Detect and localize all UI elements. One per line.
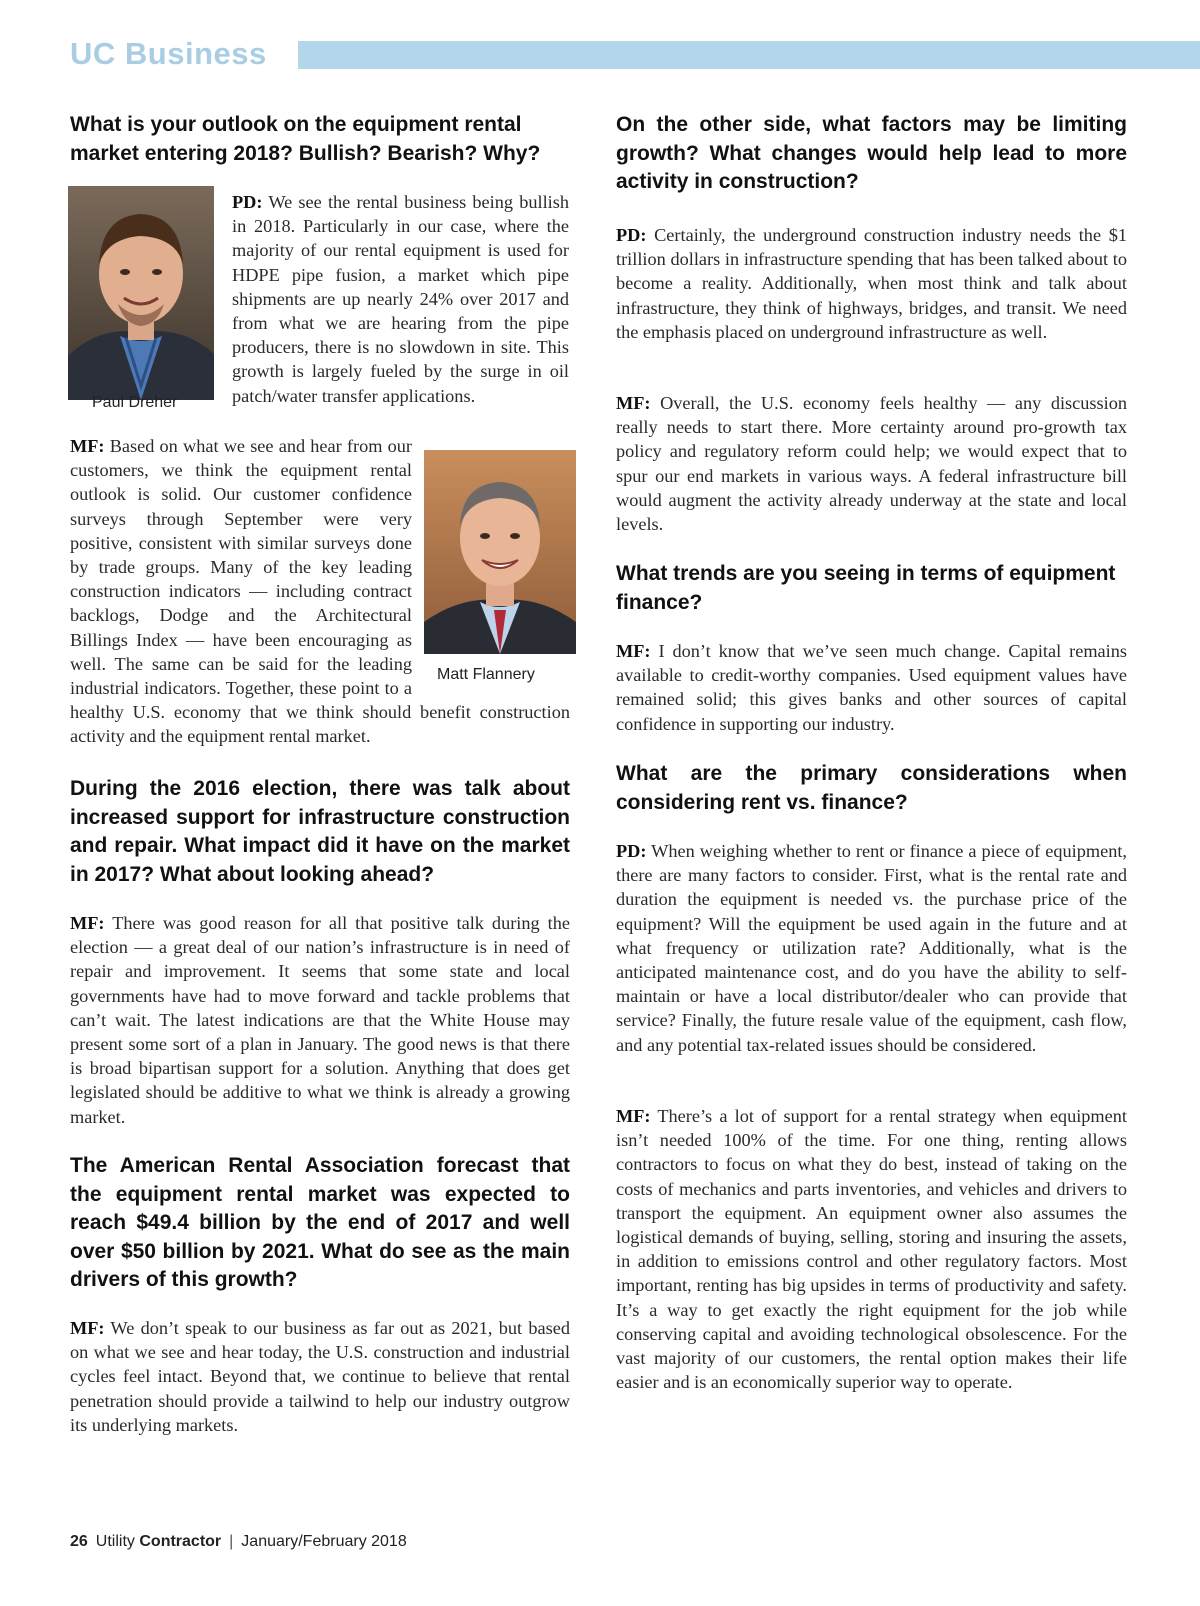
speaker-label: MF: (616, 393, 651, 413)
answer-text: I don’t know that we’ve seen much change. Capital remains available to credit-worthy companies. Used equipment values have remained solid; this gives banks and other sources of capital confidence in supporting our industry. (616, 641, 1127, 734)
speaker-label: PD: (232, 192, 263, 212)
page-footer (70, 1533, 407, 1551)
speaker-label: MF: (616, 641, 651, 661)
question-finance-trends: What trends are you seeing in terms of equipment finance? (616, 562, 1116, 614)
answer-election-mf (70, 911, 570, 1129)
answer-rent-vs-finance-mf (616, 1104, 1127, 1394)
question-ara-forecast: The American Rental Association forecast that the equipment rental market was expected to reach $49.4 billion by the end of 2017 and well over $50 billion by 2021. What do see as the main drivers of this growth? (70, 1154, 570, 1291)
question-outlook: What is your outlook on the equipment rental market entering 2018? Bullish? Bearish? Why? (70, 113, 541, 165)
answer-text: Certainly, the underground construction industry needs the $1 trillion dollars in infrastructure spending that has been talked about to become a reality. Additionally, when most think and talk about infrastructure, they think of highways, bridges, and transit. We need the emphasis placed on underground infrastructure as well. (616, 225, 1127, 342)
answer-text: When weighing whether to rent or finance a piece of equipment, there are many factors to consider. First, what is the rental rate and duration the equipment is needed vs. the purchase price of the equipment? Will the equipment be used again in the future and at what frequency or utilization rate? Additionally, what is the anticipated maintenance cost, and do you have the ability to self-maintain or have a local distributor/dealer who can provide that service? Finally, the future resale value of the equipment, cash flow, and any potential tax-related issues should be considered. (616, 841, 1127, 1055)
answer-limiting-pd (616, 223, 1127, 344)
answer-rent-vs-finance-pd (616, 839, 1127, 1057)
section-title: UC Business (70, 36, 267, 71)
answer-outlook-pd (232, 190, 569, 408)
answer-text: We don’t speak to our business as far out as 2021, but based on what we see and hear today, the U.S. construction and industrial cycles feel intact. Beyond that, we continue to believe that rental penetration should provide a tailwind to help our industry outgrow its underlying markets. (70, 1318, 570, 1435)
question-limiting-factors: On the other side, what factors may be limiting growth? What changes would help lead to more activity in construction? (616, 113, 1127, 193)
portrait-illustration (68, 186, 214, 400)
answer-text: We see the rental business being bullish in 2018. Particularly in our case, where the majority of our rental equipment is used for HDPE pipe fusion, a market which pipe shipments are up nearly 24% over 2017 and from what we are hearing from the pipe producers, there is no slowdown in site. This growth is largely fueled by the surge in oil patch/water transfer applications. (232, 192, 569, 406)
speaker-label: MF: (70, 913, 105, 933)
paul-dreher-photo (68, 186, 214, 400)
speaker-label: PD: (616, 225, 647, 245)
answer-text: Based on what we see and hear from our customers, we think the equipment rental outlook is solid. Our customer confidence surveys through September were very positive, consistent with similar surveys done by trade groups. Many of the key leading construction indicators — including contract backlogs, Dodge and the Architectural Billings Index — have been encouraging as well. The same can be said for the leading industrial indicators. Together, these point to a healthy U.S. economy that we think should benefit construction activity and the equipment rental market. (70, 436, 570, 747)
footer-separator: | (229, 1533, 234, 1550)
question-rent-vs-finance: What are the primary considerations when considering rent vs. finance? (616, 762, 1127, 814)
speaker-label: MF: (70, 1318, 105, 1338)
answer-ara-forecast-mf (70, 1316, 570, 1437)
answer-text: There’s a lot of support for a rental strategy when equipment isn’t needed 100% of the time. For one thing, renting allows contractors to focus on what they do best, instead of taking on the costs of mechanics and parts inventories, and vehicles and drivers to transport the equipment. An equipment owner also assumes the logistical demands of buying, selling, storing and insuring the assets, in addition to emissions control and other regulatory factors. Most important, renting has big upsides in terms of productivity and safety. It’s a way to get exactly the right equipment for the job while conserving capital and avoiding technological obsolescence. For the vast majority of our customers, the rental option makes their life easier and is an economically superior way to operate. (616, 1106, 1127, 1393)
speaker-label: MF: (70, 436, 105, 456)
answer-text: There was good reason for all that positive talk during the election — a great deal of our nation’s infrastructure is in need of repair and improvement. It seems that some state and local governments have had to move forward and tackle problems that can’t wait. The latest indications are that the White House may present some sort of a plan in January. The good news is that there is broad bipartisan support for a solution. Anything that does get legislated should be additive to what we think is already a growing market. (70, 913, 570, 1127)
question-election: During the 2016 election, there was talk about increased support for infrastructure construction and repair. What impact did it have on the market in 2017? What about looking ahead? (70, 777, 570, 886)
speaker-label: PD: (616, 841, 647, 861)
magazine-name-light: Utility (95, 1533, 135, 1550)
paul-dreher-caption: Paul Dreher (92, 394, 178, 411)
photo-wrap-spacer (412, 434, 570, 696)
answer-finance-trends-mf (616, 639, 1127, 736)
page-number: 26 (70, 1533, 88, 1550)
issue-date: January/February 2018 (241, 1533, 407, 1550)
answer-text: Overall, the U.S. economy feels healthy — any discussion really needs to start there. More certainty around pro-growth tax policy and regulatory reform could help; we would expect that to spur our end markets in various ways. A federal infrastructure bill would augment the activity already underway at the state and local levels. (616, 393, 1127, 535)
section-header-bar (298, 41, 1200, 69)
speaker-label: MF: (616, 1106, 651, 1126)
answer-outlook-mf (70, 434, 570, 749)
matt-flannery-caption: Matt Flannery (437, 666, 535, 683)
answer-limiting-mf (616, 391, 1127, 536)
magazine-name-bold: Contractor (139, 1533, 222, 1550)
